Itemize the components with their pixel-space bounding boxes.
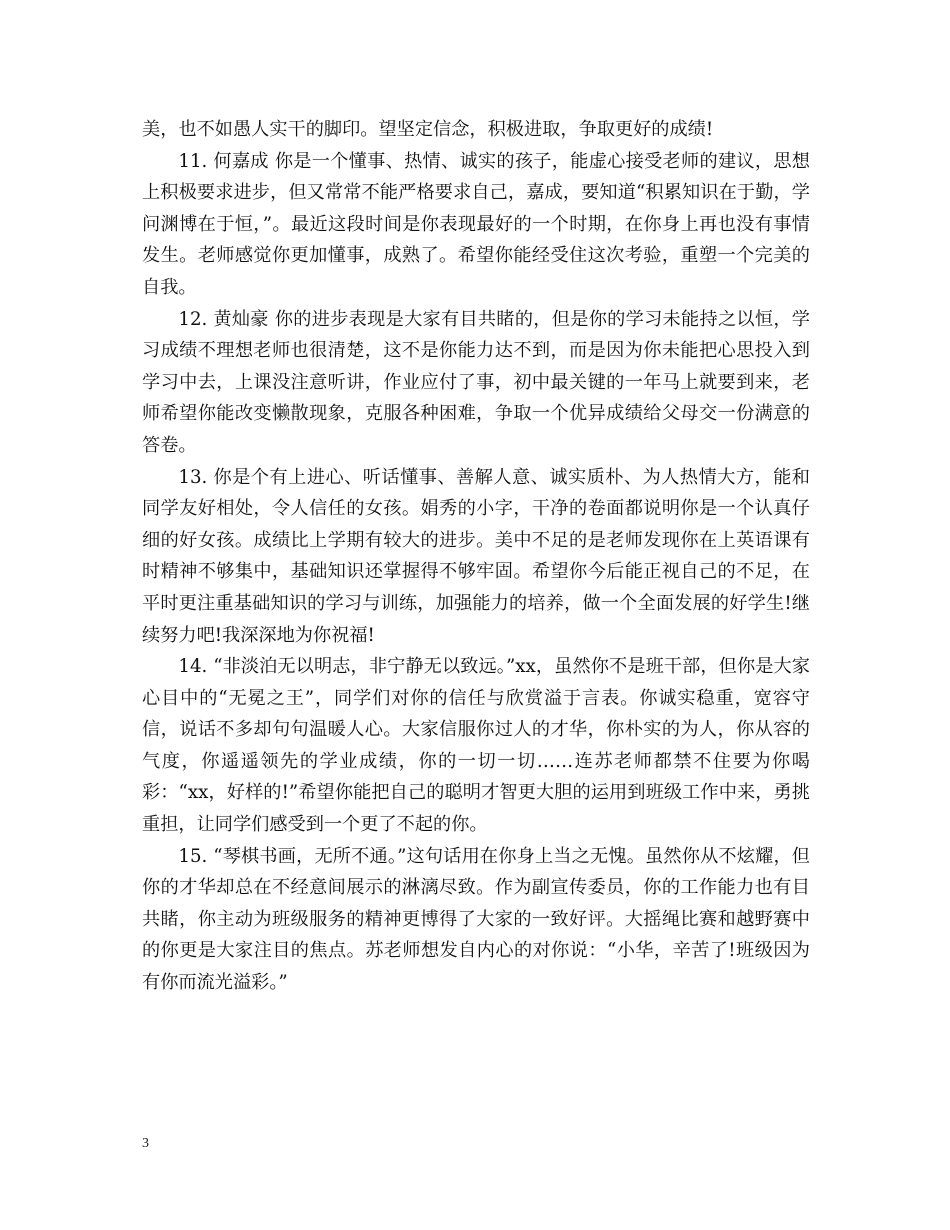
document-body bbox=[142, 114, 810, 999]
paragraph-comment-13: 13. 你是个有上进心、听话懂事、善解人意、诚实质朴、为人热情大方，能和同学友好相处，令人信任的女孩。娟秀的小字，干净的卷面都说明你是一个认真仔细的好女孩。成绩比上学期有较大的进步。美中不足的是老师发现你在上英语课有时精神不够集中，基础知识还掌握得不够牢固。希望你今后能正视自己的不足，在平时更注重基础知识的学习与训练，加强能力的培养，做一个全面发展的好学生!继续努力吧!我深深地为你祝福! bbox=[142, 466, 810, 646]
page-number: 3 bbox=[142, 1136, 149, 1151]
paragraph-comment-12: 12. 黄灿豪 你的进步表现是大家有目共睹的，但是你的学习未能持之以恒，学习成绩不理想老师也很清楚，这不是你能力达不到，而是因为你未能把心思投入到学习中去，上课没注意听讲，作业应付了事，初中最关键的一年马上就要到来，老师希望你能改变懒散现象，克服各种困难，争取一个优异成绩给父母交一份满意的答卷。 bbox=[142, 308, 810, 456]
paragraph-comment-14: 14. “非淡泊无以明志，非宁静无以致远。”xx，虽然你不是班干部，但你是大家心目中的“无冕之王”，同学们对你的信任与欣赏溢于言表。你诚实稳重，宽容守信，说话不多却句句温暖人心。大家信服你过人的才华，你朴实的为人，你从容的气度，你遥遥领先的学业成绩，你的一切一切……连苏老师都禁不住要为你喝彩：“xx，好样的!”希望你能把自己的聪明才智更大胆的运用到班级工作中来，勇挑重担，让同学们感受到一个更了不起的你。 bbox=[142, 656, 810, 836]
paragraph-comment-15: 15. “琴棋书画，无所不通。”这句话用在你身上当之无愧。虽然你从不炫耀，但你的才华却总在不经意间展示的淋漓尽致。作为副宣传委员，你的工作能力也有目共睹，你主动为班级服务的精神更博得了大家的一致好评。大摇绳比赛和越野赛中的你更是大家注目的焦点。苏老师想发自内心的对你说：“小华，辛苦了!班级因为有你而流光溢彩。” bbox=[142, 845, 810, 994]
paragraph-comment-11: 11. 何嘉成 你是一个懂事、热情、诚实的孩子，能虚心接受老师的建议，思想上积极要求进步，但又常常不能严格要求自己，嘉成，要知道“积累知识在于勤，学问渊博在于恒，”。最近这段时间是你表现最好的一个时期，在你身上再也没有事情发生。老师感觉你更加懂事，成熟了。希望你能经受住这次考验，重塑一个完美的自我。 bbox=[142, 150, 810, 298]
paragraph-continuation: 美，也不如愚人实干的脚印。望坚定信念，积极进取，争取更好的成绩! bbox=[142, 119, 714, 140]
